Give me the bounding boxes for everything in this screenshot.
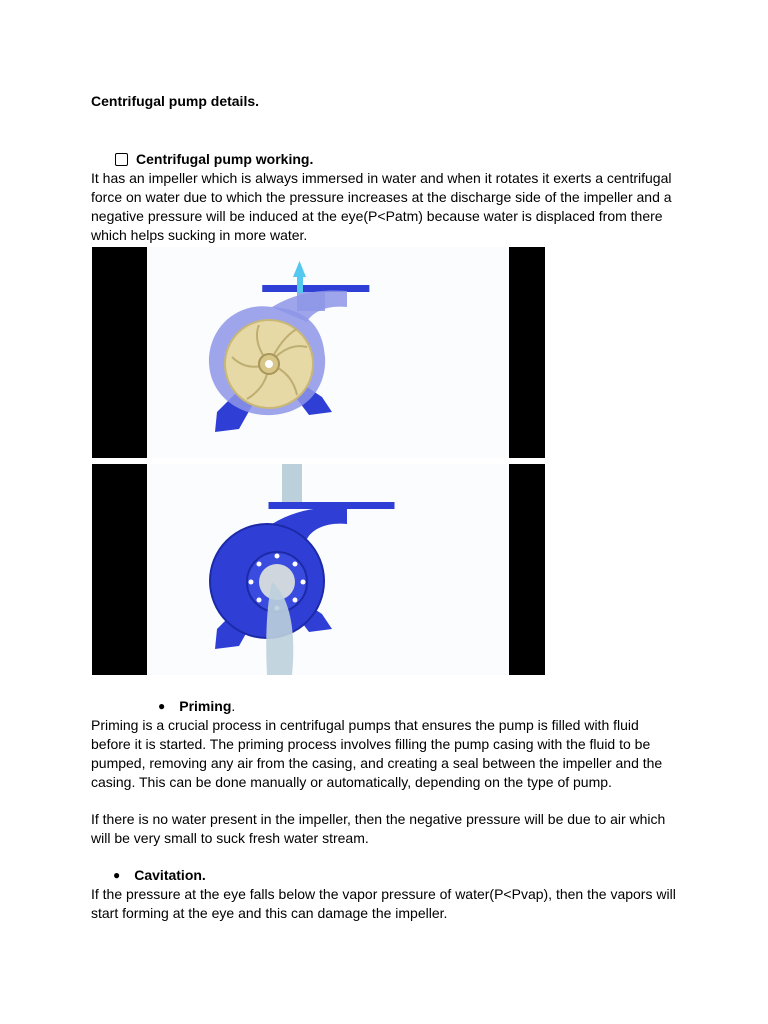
cavitation-paragraph: If the pressure at the eye falls below the vapor pressure of water(P<Pvap), then the vapors will start forming at the eye and this can damage the impeller. — [91, 886, 676, 921]
priming-paragraph-2: If there is no water present in the impeller, then the negative pressure will be due to air which will be very small to suck fresh water stream. — [91, 811, 666, 846]
figure-border-left — [92, 247, 147, 458]
bullet-icon: ● — [158, 699, 166, 713]
priming-paragraph: Priming is a crucial process in centrifugal pumps that ensures the pump is filled with fluid before it is started. The priming process involves filling the pump casing with the fluid to be pumped, removing any air from the casing, and creating a seal between the impeller and the casing. This can be done manually or automatically, depending on the type of pump. — [91, 717, 663, 790]
pump-water-illustration — [147, 464, 509, 675]
pump-cutaway-figure — [92, 247, 545, 458]
figure-border-right — [509, 464, 545, 675]
section-heading-working — [115, 150, 313, 169]
figure-border-left — [92, 464, 147, 675]
bullet-cavitation — [113, 866, 206, 885]
pump-water-figure — [92, 464, 545, 675]
priming-heading-period: . — [231, 698, 236, 714]
checkbox-icon[interactable] — [115, 153, 128, 166]
cavitation-heading: Cavitation. — [134, 867, 206, 883]
figure-border-right — [509, 247, 545, 458]
working-paragraph: It has an impeller which is always immersed in water and when it rotates it exerts a centrifugal force on water due to which the pressure increases at the discharge side of the impeller and a negative pressure will be induced at the eye(P<Patm) because water is displaced from there which helps sucking in more water. — [91, 170, 672, 243]
section-heading-label: Centrifugal pump working. — [136, 151, 314, 167]
page-title: Centrifugal pump details. — [91, 93, 260, 109]
bullet-icon: ● — [113, 868, 121, 882]
pump-cutaway-illustration — [147, 247, 509, 458]
bullet-priming — [158, 697, 235, 716]
priming-heading: Priming — [179, 698, 232, 714]
